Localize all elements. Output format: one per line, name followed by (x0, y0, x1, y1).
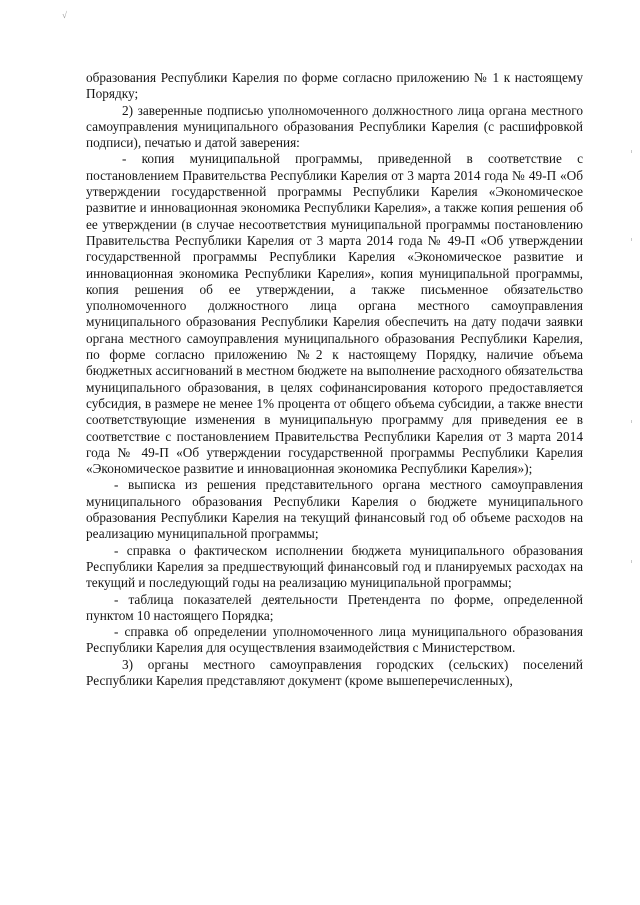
document-page (86, 70, 583, 689)
corner-mark: √ (62, 10, 67, 20)
scan-speck (631, 420, 632, 423)
para-program-copy: - копия муниципальной программы, приведенной в соответствие с постановлением Правительства Республики Карелия от 3 марта 2014 года № 49-П «Об утверждении государственной программы Республики Карелия «Экономическое развитие и инновационная экономика Республики Карелия», а также копия решения об ее утверждении (в случае несоответствия муниципальной программы постановлению Правительства Республики Карелия от 3 марта 2014 года № 49-П «Об утверждении государственной программы Республики Карелия «Экономическое развитие и инновационная экономика Республики Карелия», копия муниципальной программы, копия решения об ее утверждении, а также письменное обязательство уполномоченного должностного лица органа местного самоуправления муниципального образования Республики Карелия обеспечить на дату подачи заявки органа местного самоуправления муниципального образования Республики Карелия, по форме согласно приложению №2 к настоящему Порядку, наличие объема бюджетных ассигнований в местном бюджете на выполнение расходного обязательства муниципального образования, в целях софинансирования которого предоставляется субсидия, в размере не менее 1% процента от общего объема субсидии, а также внести соответствующие изменения в муниципальную программу для приведения ее в соответствие с постановлением Правительства Республики Карелия от 3 марта 2014 года № 49-П «Об утверждении государственной программы Республики Карелия «Экономическое развитие и инновационная экономика Республики Карелия»); (86, 151, 583, 477)
para-item-2: 2) заверенные подписью уполномоченного должностного лица органа местного самоуправления муниципального образования Республики Карелия (с расшифровкой подписи), печатью и датой заверения: (86, 102, 583, 151)
para-item-3: 3) органы местного самоуправления городских (сельских) поселений Республики Карелия представляют документ (кроме вышеперечисленных), (86, 656, 583, 688)
para-continuation: образования Республики Карелия по форме согласно приложению № 1 к настоящему Порядку; (86, 70, 583, 102)
para-official-reference: - справка об определении уполномоченного лица муниципального образования Республики Карелия для осуществления взаимодействия с Министерством. (86, 624, 583, 656)
scan-speck (631, 238, 632, 241)
scan-speck (631, 150, 632, 153)
para-budget-extract: - выписка из решения представительного органа местного самоуправления муниципального образования Республики Карелия о бюджете муниципального образования Республики Карелия на текущий финансовый год об объеме расходов на реализацию муниципальной программы; (86, 477, 583, 542)
para-budget-report: - справка о фактическом исполнении бюджета муниципального образования Республики Карелия за предшествующий финансовый год и планируемых расходах на текущий и последующий годы на реализацию муниципальной программы; (86, 542, 583, 591)
para-indicators-table: - таблица показателей деятельности Претендента по форме, определенной пунктом 10 настоящего Порядка; (86, 591, 583, 623)
scan-speck (631, 560, 632, 563)
